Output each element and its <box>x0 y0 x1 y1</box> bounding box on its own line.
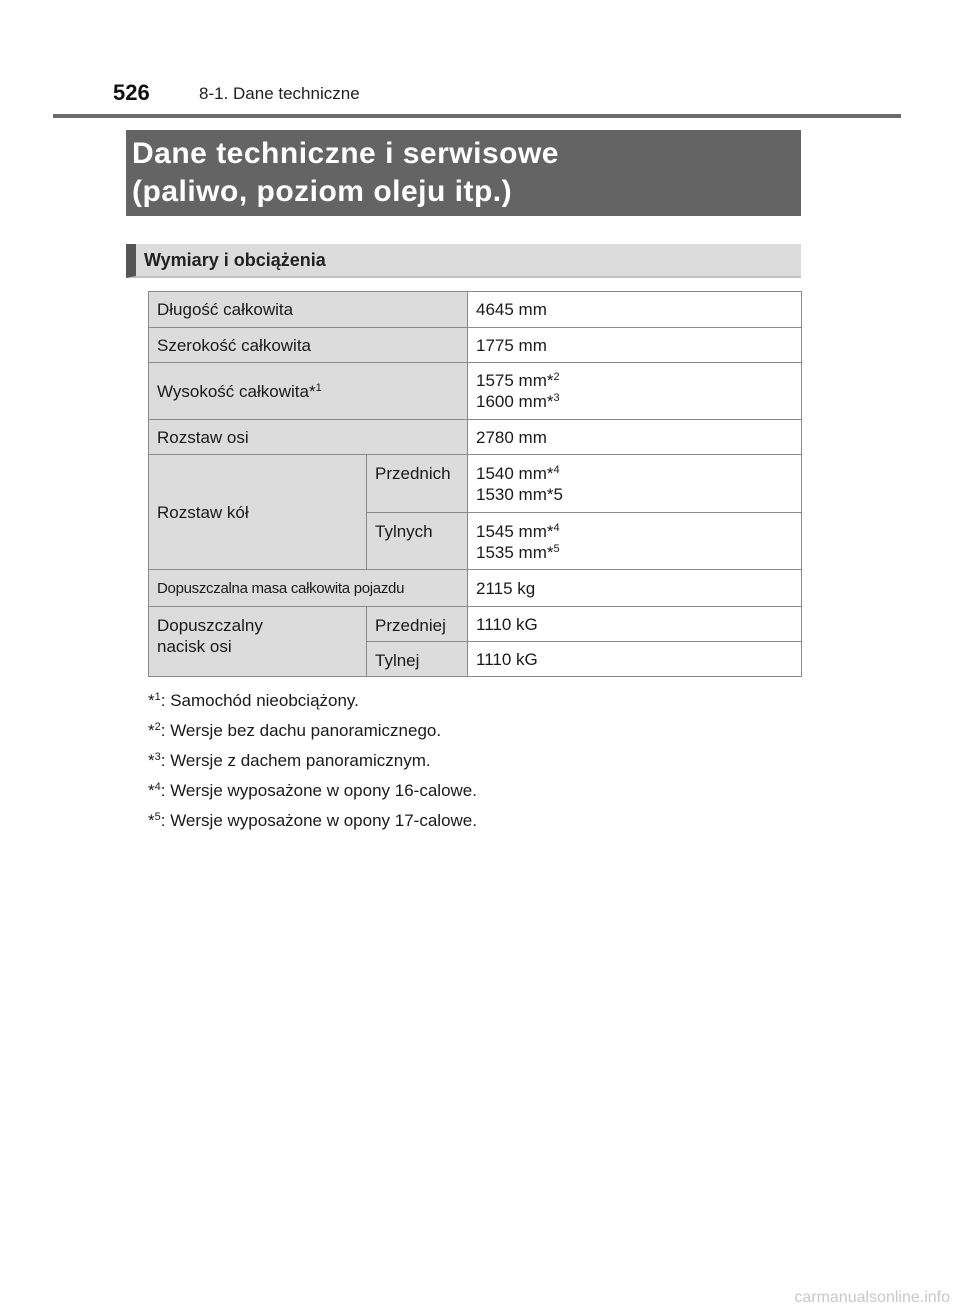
table-row <box>149 363 802 420</box>
table-row <box>149 570 802 607</box>
width-label: Szerokość całkowita <box>149 328 468 363</box>
table-row <box>149 292 802 328</box>
track-rear-value: 1545 mm*$^4$ 1535 mm*$^5$ <box>468 513 802 570</box>
width-value: 1775 mm <box>468 328 802 363</box>
table-row <box>149 455 802 513</box>
track-rear-label: Tylnych <box>367 513 468 570</box>
axle-load-label: Dopuszczalny nacisk osi <box>149 607 367 677</box>
footnote-1: *$^1$: Samochód nieobciążony. <box>148 691 359 710</box>
footnote-5: *$^5$: Wersje wyposażone w opony 17-calowe. <box>148 811 477 830</box>
track-label: Rozstaw kół <box>149 455 367 570</box>
section-reference: 8-1. Dane techniczne <box>199 84 360 103</box>
length-label: Długość całkowita <box>149 292 468 328</box>
table-row <box>149 607 802 642</box>
track-front-value: 1540 mm*$^4$ 1530 mm*5 <box>468 455 802 513</box>
footnote-4: *$^4$: Wersje wyposażone w opony 16-calowe. <box>148 781 477 800</box>
wheelbase-value: 2780 mm <box>468 420 802 455</box>
section-heading: Wymiary i obciążenia <box>126 244 801 278</box>
header-rule <box>53 114 901 118</box>
footnote-3: *$^3$: Wersje z dachem panoramicznym. <box>148 751 431 770</box>
axle-front-label: Przedniej <box>367 607 468 642</box>
track-front-label: Przednich <box>367 455 468 513</box>
axle-rear-value: 1110 kG <box>468 642 802 677</box>
footnote-2: *$^2$: Wersje bez dachu panoramicznego. <box>148 721 442 740</box>
axle-rear-label: Tylnej <box>367 642 468 677</box>
wheelbase-label: Rozstaw osi <box>149 420 468 455</box>
gvw-value: 2115 kg <box>468 570 802 607</box>
height-value: 1575 mm*$^2$ 1600 mm*$^3$ <box>468 363 802 420</box>
gvw-label: Dopuszczalna masa całkowita pojazdu <box>149 570 468 607</box>
height-label: Wysokość całkowita*$^1$ <box>149 363 468 420</box>
table-row <box>149 420 802 455</box>
dimensions-table <box>148 291 802 677</box>
length-value: 4645 mm <box>468 292 802 328</box>
watermark: carmanualsonline.info <box>794 1289 950 1306</box>
footnotes <box>148 686 477 836</box>
table-row <box>149 328 802 363</box>
page-title: Dane techniczne i serwisowe (paliwo, poziom oleju itp.) <box>126 130 801 216</box>
page-number: 526 <box>113 80 150 105</box>
axle-front-value: 1110 kG <box>468 607 802 642</box>
